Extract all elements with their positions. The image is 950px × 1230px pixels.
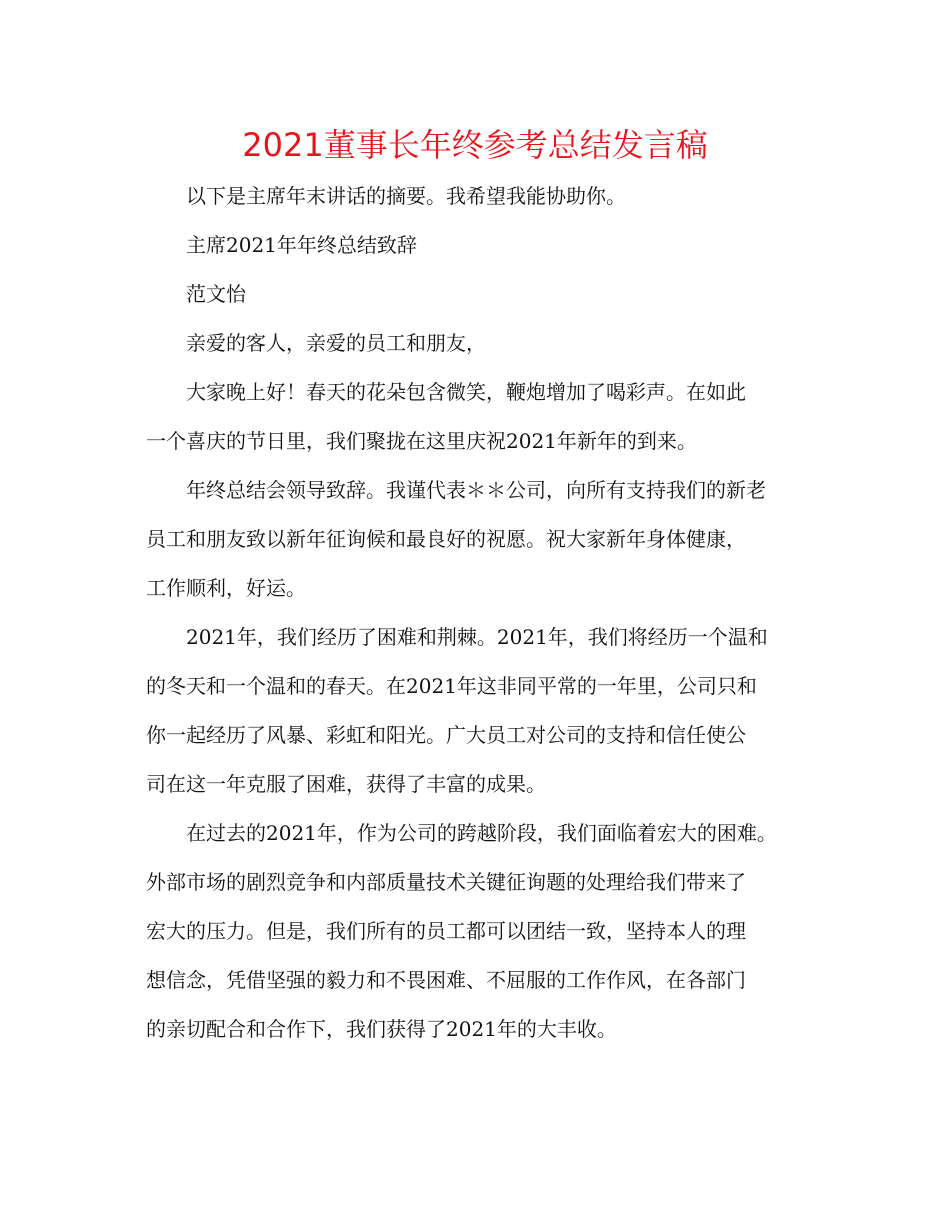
paragraph-line: 员工和朋友致以新年征询候和最良好的祝愿。祝大家新年身体健康， [146, 527, 746, 551]
paragraph-intro [146, 172, 826, 221]
paragraph-greeting [146, 368, 826, 466]
paragraph-review [146, 613, 826, 809]
paragraph-line: 外部市场的剧烈竞争和内部质量技术关键征询题的处理给我们带来了 [146, 870, 746, 894]
document-body [146, 172, 826, 1054]
paragraph-salutation [146, 319, 826, 368]
paragraph-challenges [146, 809, 826, 1054]
paragraph-line: 2021年，我们经历了困难和荆棘。2021年，我们将经历一个温和 [186, 625, 768, 649]
paragraph-line: 的冬天和一个温和的春天。在2021年这非同平常的一年里，公司只和 [146, 674, 757, 698]
paragraph-line: 宏大的压力。但是，我们所有的员工都可以团结一致，坚持本人的理 [146, 919, 746, 943]
paragraph-author [146, 270, 826, 319]
paragraph-line: 大家晚上好！春天的花朵包含微笑，鞭炮增加了喝彩声。在如此 [186, 380, 746, 404]
document-title: 2021董事长年终参考总结发言稿 [242, 126, 708, 164]
paragraph-line: 想信念，凭借坚强的毅力和不畏困难、不屈服的工作作风，在各部门 [146, 968, 746, 992]
paragraph-line: 你一起经历了风暴、彩虹和阳光。广大员工对公司的支持和信任使公 [146, 723, 746, 747]
paragraph-line: 范文怡 [186, 282, 246, 306]
paragraph-line: 司在这一年克服了困难，获得了丰富的成果。 [146, 772, 546, 796]
paragraph-line: 一个喜庆的节日里，我们聚拢在这里庆祝2021年新年的到来。 [146, 429, 697, 453]
paragraph-line: 年终总结会领导致辞。我谨代表＊＊公司，向所有支持我们的新老 [186, 478, 766, 502]
paragraph-line: 工作顺利，好运。 [146, 576, 306, 600]
paragraph-line: 亲爱的客人，亲爱的员工和朋友， [186, 331, 486, 355]
paragraph-line: 主席2021年年终总结致辞 [186, 233, 417, 257]
paragraph-line: 的亲切配合和合作下，我们获得了2021年的大丰收。 [146, 1017, 617, 1041]
paragraph-wishes [146, 466, 826, 613]
paragraph-line: 以下是主席年末讲话的摘要。我希望我能协助你。 [186, 184, 626, 208]
paragraph-line: 在过去的2021年，作为公司的跨越阶段，我们面临着宏大的困难。 [186, 821, 777, 845]
paragraph-subtitle [146, 221, 826, 270]
